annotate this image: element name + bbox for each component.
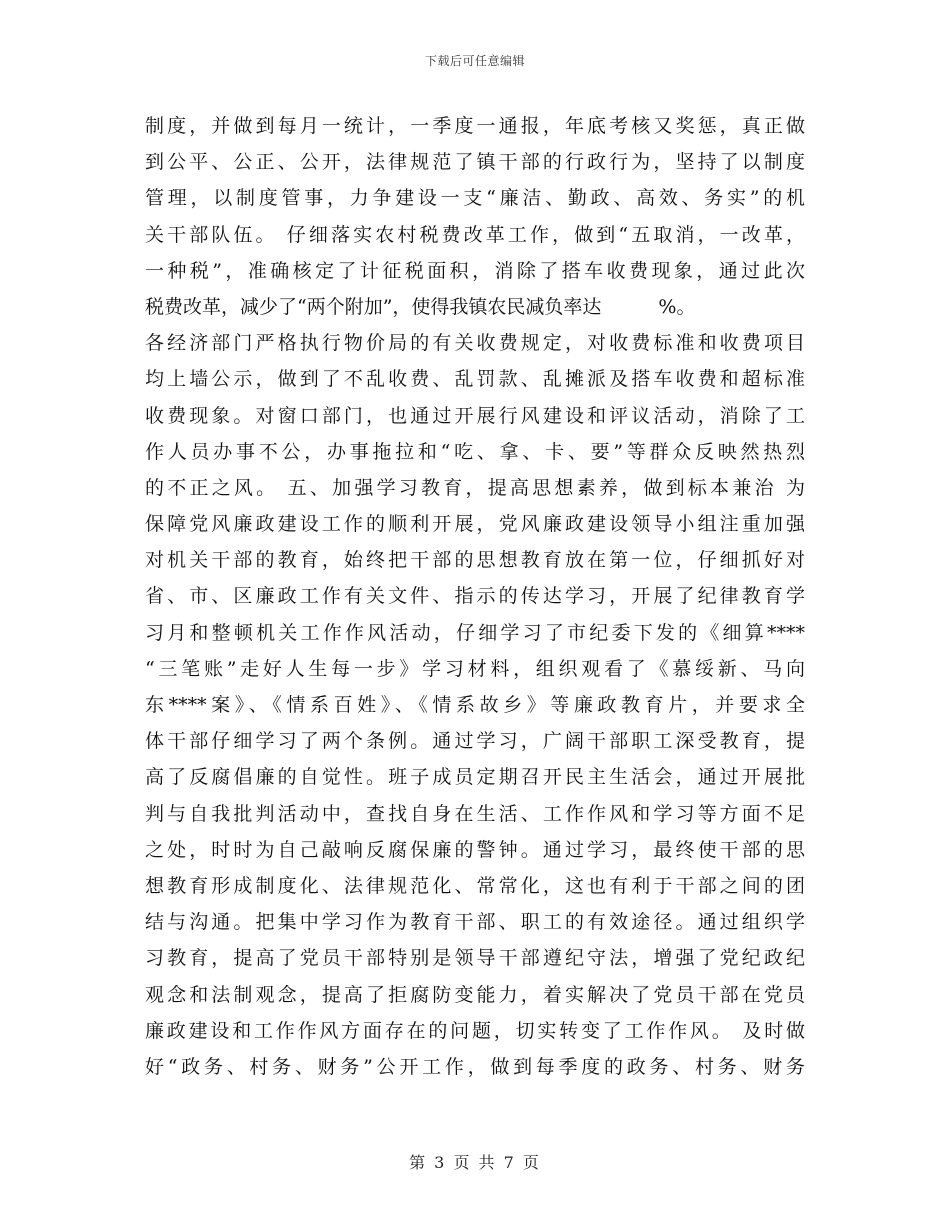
text-line: 好“政务、村务、财务”公开工作，做到每季度的政务、村务、财务	[145, 1055, 805, 1078]
text-line: 高了反腐倡廉的自觉性。班子成员定期召开民主生活会，通过开展批	[145, 766, 805, 789]
text-line: 东****案》、《情系百姓》、《情系故乡》等廉政教育片，并要求全	[145, 694, 805, 716]
text-line: 关干部队伍。 仔细落实农村税费改革工作，做到“五取消，一改革，	[145, 223, 805, 246]
text-line: 对机关干部的教育，始终把干部的思想教育放在第一位，仔细抓好对	[145, 549, 805, 572]
text-line: 作人员办事不公，办事拖拉和“吃、拿、卡、要”等群众反映然热烈	[145, 440, 805, 463]
text-line: 习月和整顿机关工作作风活动，仔细学习了市纪委下发的《细算****	[145, 621, 805, 644]
text-line: 一种税”，准确核定了计征税面积，消除了搭车收费现象，通过此次	[145, 259, 805, 282]
text-line: 税费改革，减少了“两个附加”，使得我镇农民减负率达 %。	[145, 295, 696, 318]
body-text	[145, 108, 805, 1085]
text-line: 习教育，提高了党员干部特别是领导干部遵纪守法，增强了党纪政纪	[145, 947, 805, 970]
text-line: 想教育形成制度化、法律规范化、常常化，这也有利于干部之间的团	[145, 874, 805, 897]
page-footer: 第 3 页 共 7 页	[409, 1153, 541, 1172]
text-line: 到公平、公正、公开，法律规范了镇干部的行政行为，坚持了以制度	[145, 151, 805, 174]
text-line: 保障党风廉政建设工作的顺利开展，党风廉政建设领导小组注重加强	[145, 513, 805, 536]
text-line: 均上墙公示，做到了不乱收费、乱罚款、乱摊派及搭车收费和超标准	[145, 368, 805, 391]
text-line: 廉政建设和工作作风方面存在的问题，切实转变了工作作风。 及时做	[145, 1019, 805, 1042]
text-line: 制度，并做到每月一统计，一季度一通报，年底考核又奖惩，真正做	[145, 115, 805, 137]
text-line: 观念和法制观念，提高了拒腐防变能力，着实解决了党员干部在党员	[145, 983, 805, 1006]
page-header: 下载后可任意编辑	[424, 54, 525, 68]
text-line: 省、市、区廉政工作有关文件、指示的传达学习，开展了纪律教育学	[145, 585, 805, 608]
text-line: 各经济部门严格执行物价局的有关收费规定，对收费标准和收费项目	[145, 332, 805, 355]
text-line: 结与沟通。把集中学习作为教育干部、职工的有效途径。通过组织学	[145, 911, 805, 934]
text-line: 收费现象。对窗口部门，也通过开展行风建设和评议活动，消除了工	[145, 404, 805, 427]
text-line: 之处，时时为自己敲响反腐保廉的警钟。通过学习，最终使干部的思	[145, 838, 805, 861]
text-line: “三笔账”走好人生每一步》学习材料，组织观看了《慕绥新、马向	[145, 657, 805, 680]
text-line: 体干部仔细学习了两个条例。通过学习，广阔干部职工深受教育，提	[145, 730, 805, 753]
text-line: 的不正之风。 五、加强学习教育，提高思想素养，做到标本兼治 为	[145, 476, 805, 499]
text-line: 管理，以制度管事，力争建设一支“廉洁、勤政、高效、务实”的机	[145, 187, 805, 210]
text-line: 判与自我批判活动中，查找自身在生活、工作作风和学习等方面不足	[145, 802, 805, 825]
